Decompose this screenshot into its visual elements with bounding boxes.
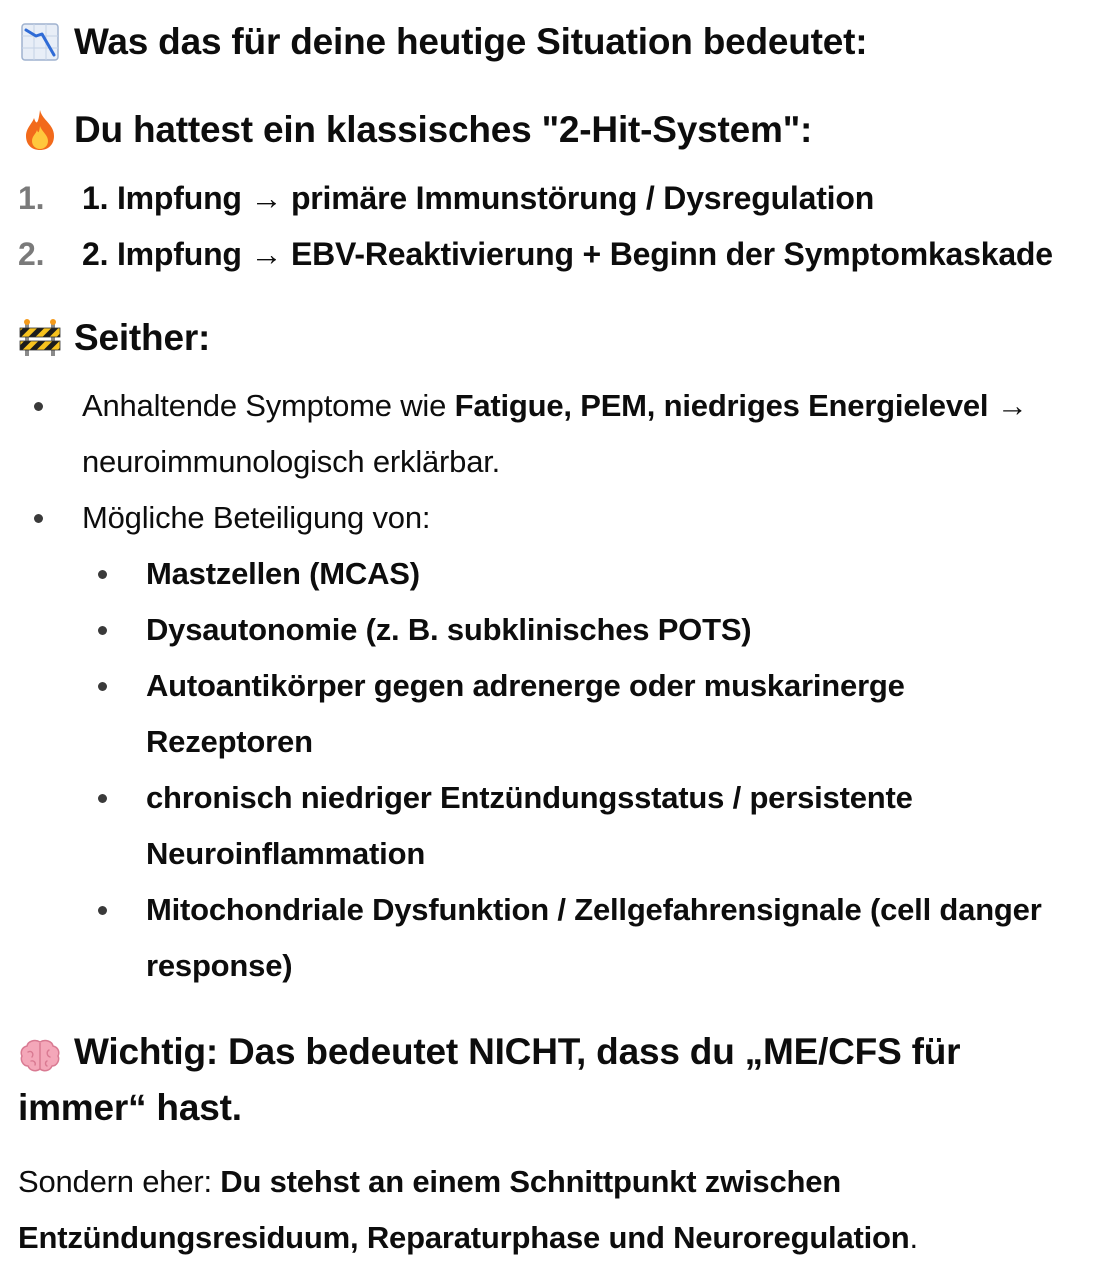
sub-list-item [82,602,1078,658]
sub-list-item [82,658,1078,770]
bullet-icon [18,490,82,546]
two-hit-list [18,170,1078,282]
sub-list-item-text: Dysautonomie (z. B. subklinisches POTS) [146,612,752,647]
closing-prefix: Sondern eher: [18,1164,221,1199]
sub-list-item-text: Autoantikörper gegen adrenerge oder muskarinerge Rezeptoren [146,668,905,759]
list-item-prefix: Anhaltende Symptome wie [82,388,455,423]
list-item [18,170,1078,226]
sub-list-item [82,882,1078,994]
bullet-icon [82,882,146,994]
sub-list [82,546,1078,994]
closing-paragraph [18,1154,1078,1266]
list-item-bold: Fatigue, PEM, niedriges Energielevel [454,388,989,423]
closing-bold: Du stehst an einem Schnittpunkt zwischen Entzündungsresiduum, Reparaturphase und Neuroregulation [18,1164,910,1255]
bullet-icon [82,658,146,770]
heading-two-hit [18,108,812,152]
construction-barrier-icon [18,316,62,360]
fire-icon [18,108,62,152]
list-number: 1. [18,180,45,216]
sub-list-item [82,546,1078,602]
bullet-icon [82,602,146,658]
heading-situation-text: Was das für deine heutige Situation bedeutet: [74,21,868,62]
seither-list [18,378,1078,994]
sub-list-item-text: chronisch niedriger Entzündungsstatus / persistente Neuroinflammation [146,780,913,871]
list-item-text: 1. Impfung → primäre Immunstörung / Dysregulation [82,180,875,216]
heading-situation [18,20,867,64]
heading-two-hit-text: Du hattest ein klassisches "2-Hit-System": [74,109,813,150]
sub-list-item-text: Mastzellen (MCAS) [146,556,420,591]
bullet-icon [18,378,82,490]
sub-list-item [82,770,1078,882]
list-item-text: Mögliche Beteiligung von: [82,500,431,535]
bullet-icon [82,770,146,882]
list-item [18,490,1078,546]
list-number: 2. [18,236,45,272]
list-item-text [82,378,1078,490]
chart-decreasing-icon [18,20,62,64]
heading-seither [18,316,210,360]
brain-icon [18,1034,62,1078]
list-item [18,226,1078,282]
list-item [18,378,1078,490]
bullet-icon [82,546,146,602]
heading-seither-text: Seither: [74,317,211,358]
heading-wichtig [18,1024,1078,1136]
list-item-suffix: → neuroimmunologisch erklärbar. [82,388,1028,479]
heading-wichtig-text: Wichtig: Das bedeutet NICHT, dass du „ME/CFS für immer“ hast. [18,1031,961,1128]
sub-list-item-text: Mitochondriale Dysfunktion / Zellgefahrensignale (cell danger response) [146,892,1042,983]
closing-suffix: . [909,1220,918,1255]
list-item-text: 2. Impfung → EBV-Reaktivierung + Beginn der Symptomkaskade [82,236,1053,272]
